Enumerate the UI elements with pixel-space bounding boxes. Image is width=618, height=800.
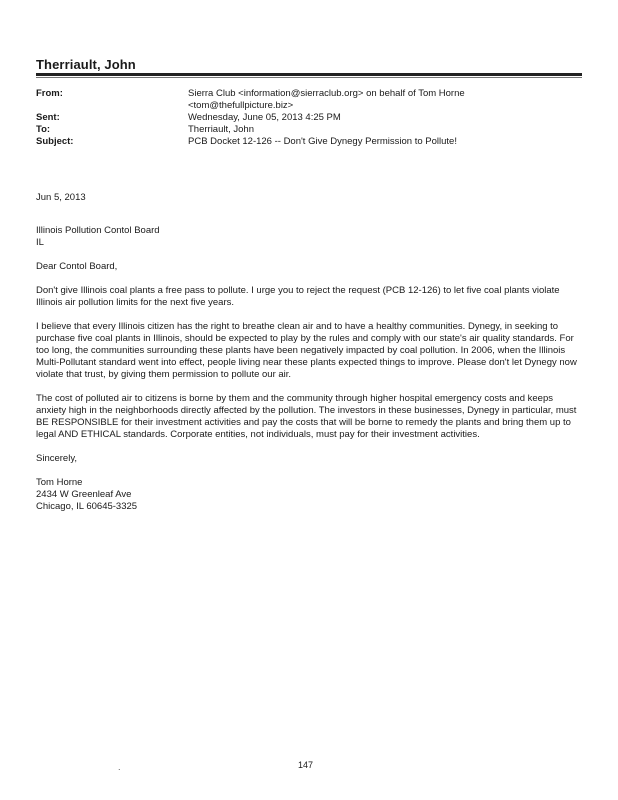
to-value: Therriault, John xyxy=(188,124,255,135)
recipient-line1: Illinois Pollution Contol Board xyxy=(36,225,160,236)
paragraph-3: The cost of polluted air to citizens is borne by them and the community through higher hospital emergency costs and keeps anxiety high in the neighborhoods directly affected by the pollution. The investors in these businesses, Dynegy in particular, must BE RESPONSIBLE for their investment activities and pay the costs that will be borne to remedy the plants and bring them up to legal AND ETHICAL standards. Corporate entities, not individuals, must pay for their investment activities. xyxy=(36,393,577,440)
sent-label: Sent: xyxy=(36,112,60,123)
paragraph-2: I believe that every Illinois citizen has the right to breathe clean air and to have a healthy communities. Dynegy, in seeking to purchase five coal plants in Illinois, should be expected to play by the rules and comply with our state's air quality standards. For too long, the communities surrounding these plants have been negatively impacted by coal pollution. In 2006, when the Illinois Multi-Pollutant standard went into effect, people living near these plants expected things to improve. Please don't let Dynegy now violate that trust, by giving them permission to pollute our air. xyxy=(36,321,577,380)
subject-value: PCB Docket 12-126 -- Don't Give Dynegy Permission to Pollute! xyxy=(188,136,457,147)
closing: Sincerely, xyxy=(36,453,78,464)
email-body xyxy=(36,192,584,513)
to-row xyxy=(36,124,586,136)
letter-date: Jun 5, 2013 xyxy=(36,192,86,203)
from-row xyxy=(36,88,586,112)
sent-row xyxy=(36,112,586,124)
header-rule-thin xyxy=(36,77,582,78)
subject-label: Subject: xyxy=(36,136,74,147)
signature-name: Tom Horne xyxy=(36,477,83,488)
email-header xyxy=(36,88,586,148)
from-value-line1: Sierra Club <information@sierraclub.org> on behalf of Tom Horne xyxy=(188,88,465,99)
recipient-line2: IL xyxy=(36,237,44,248)
page-number: 147 xyxy=(298,760,314,770)
subject-row xyxy=(36,136,586,148)
from-label: From: xyxy=(36,88,63,99)
paragraph-1: Don't give Illinois coal plants a free pass to pollute. I urge you to reject the request (PCB 12-126) to let five coal plants violate Illinois air pollution limits for the next five years. xyxy=(36,285,560,308)
footer-dot: . xyxy=(118,762,121,772)
mailbox-owner-name: Therriault, John xyxy=(36,57,136,72)
from-value xyxy=(188,88,586,112)
header-rule xyxy=(36,73,582,76)
sent-value: Wednesday, June 05, 2013 4:25 PM xyxy=(188,112,341,123)
signature-address-2: Chicago, IL 60645-3325 xyxy=(36,501,138,512)
from-value-line2: <tom@thefullpicture.biz> xyxy=(188,100,294,111)
to-label: To: xyxy=(36,124,51,135)
signature-address-1: 2434 W Greenleaf Ave xyxy=(36,489,132,500)
salutation: Dear Contol Board, xyxy=(36,261,118,272)
